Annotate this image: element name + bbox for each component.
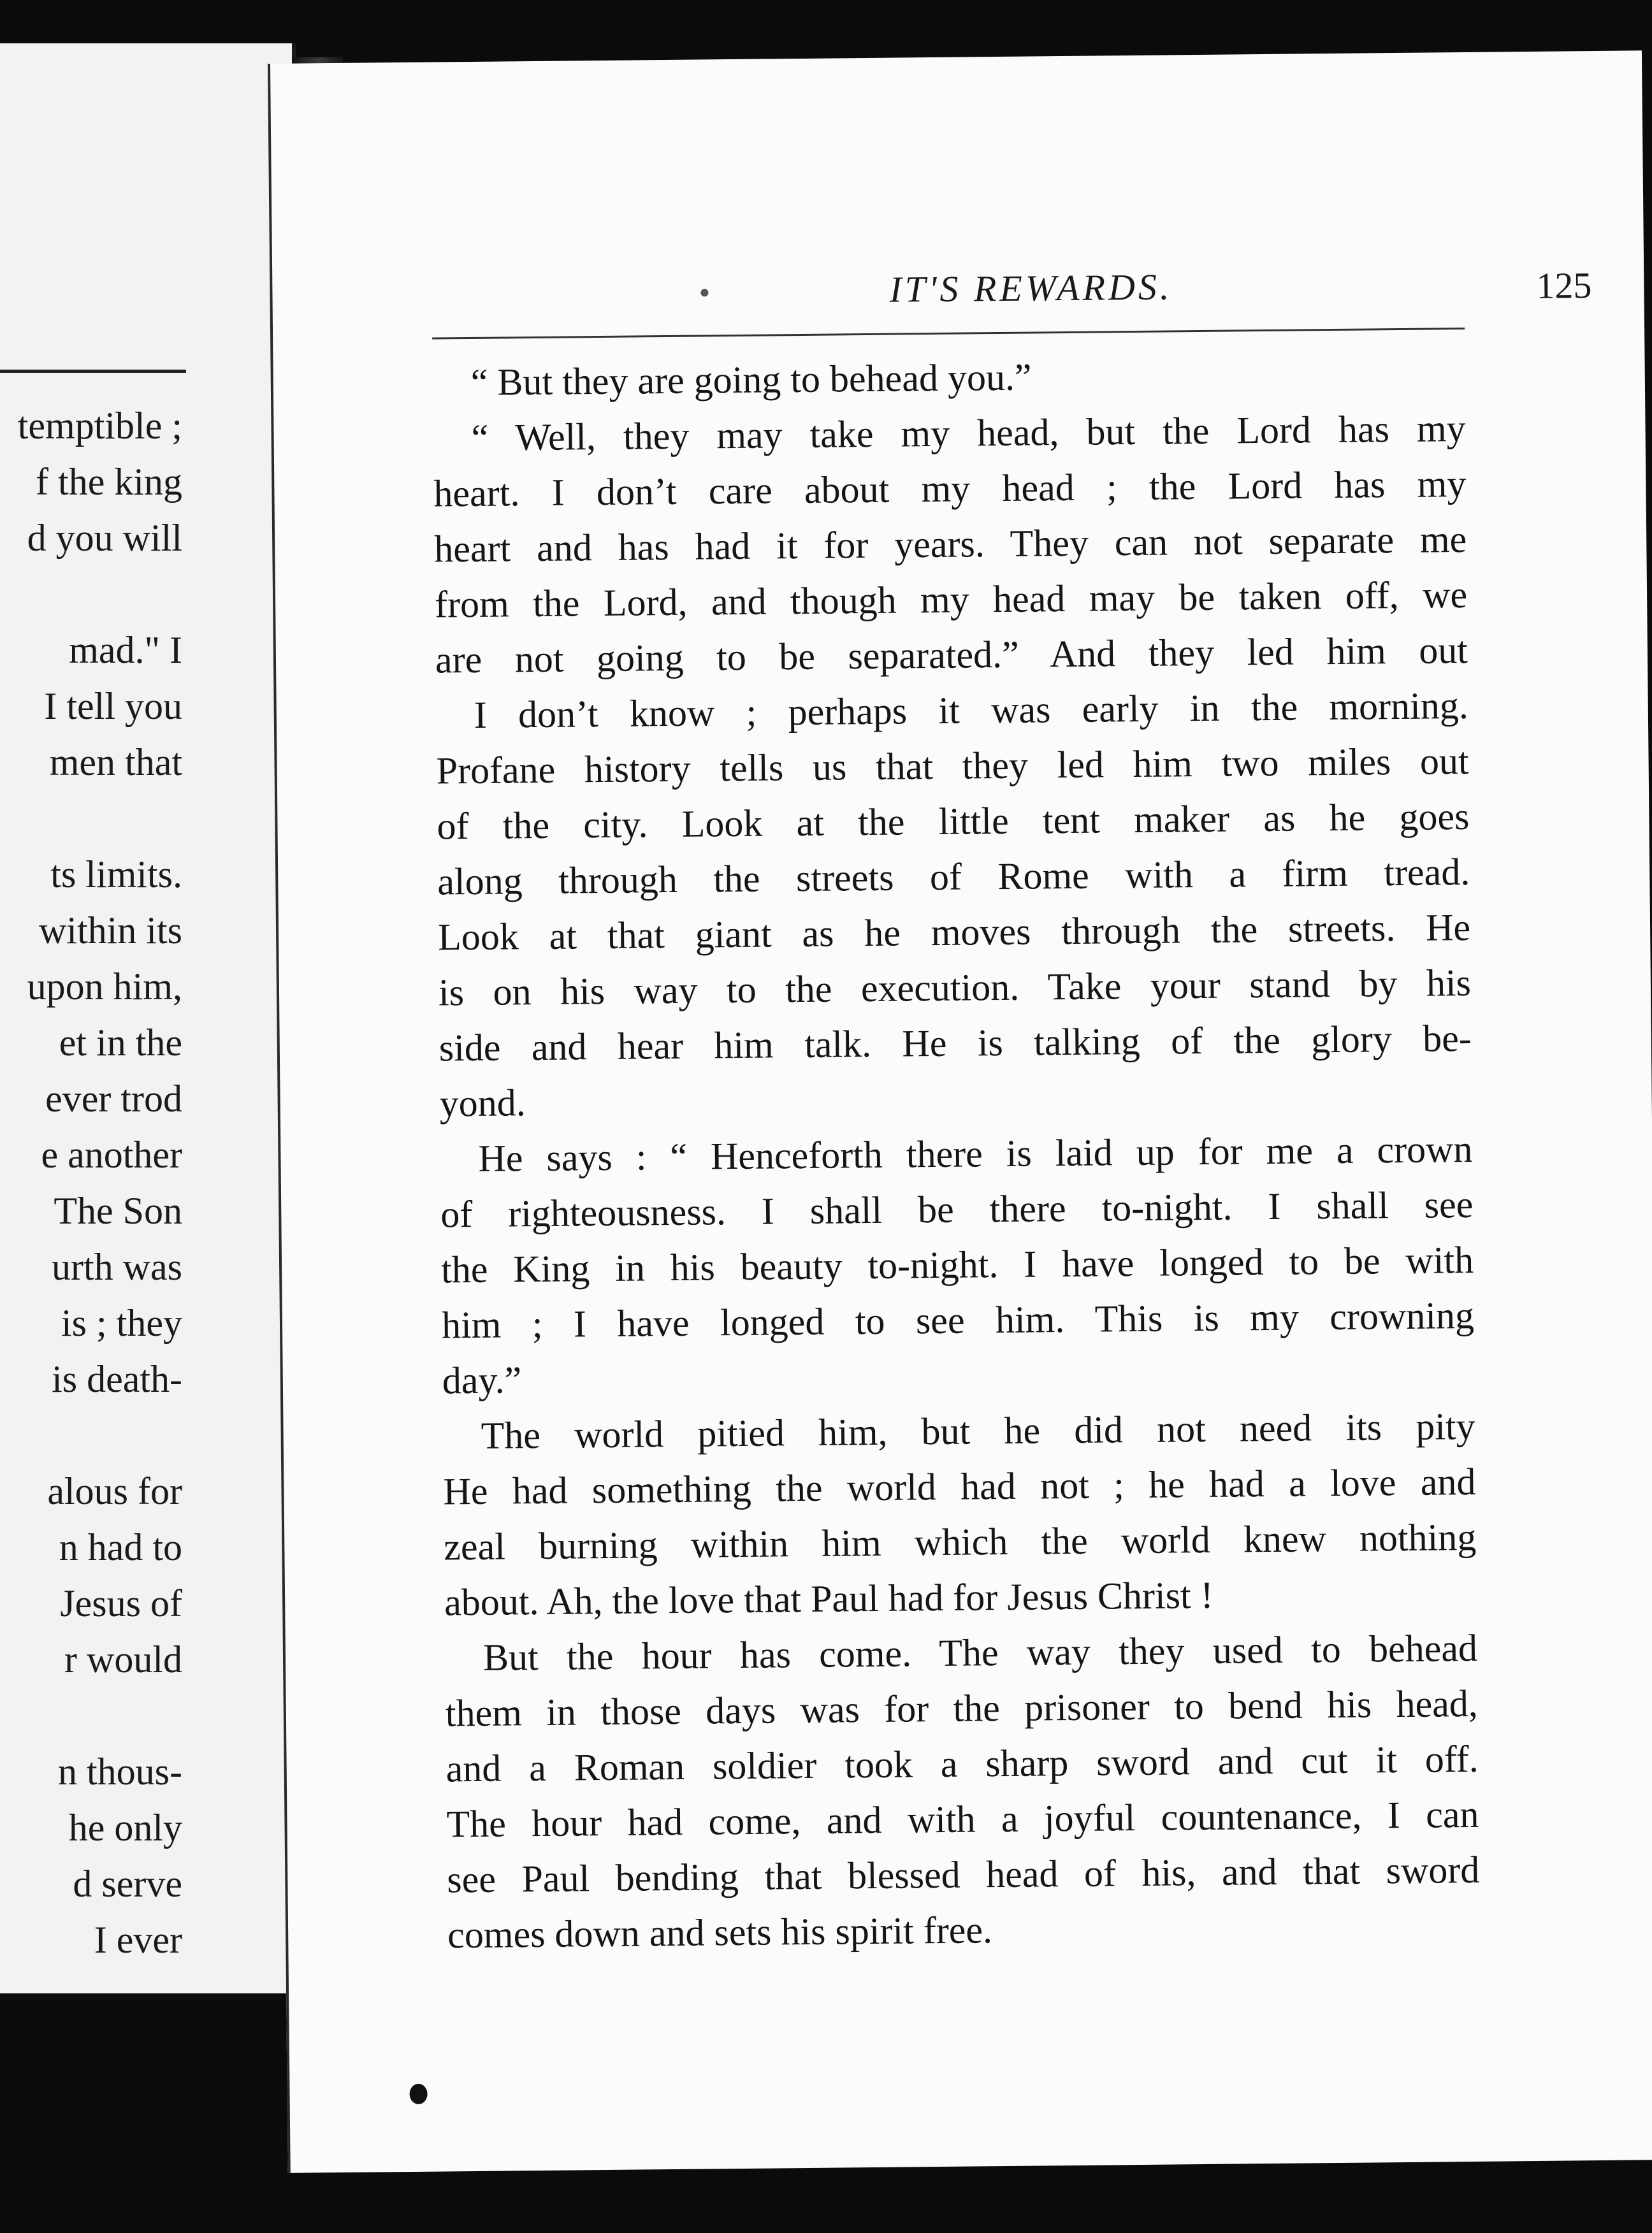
left-page-line <box>0 566 182 622</box>
right-page <box>268 50 1652 2173</box>
left-page-line: The Son <box>54 1190 182 1232</box>
left-page-text <box>0 398 182 1968</box>
text-line: The world pitied him, but he did not need its pity <box>481 1405 1475 1457</box>
text-line: along through the streets of Rome with a firm tread. <box>437 850 1470 903</box>
running-head: IT'S REWARDS. <box>889 266 1173 310</box>
text-line: I don’t know ; perhaps it was early in the morning. <box>474 684 1469 736</box>
text-line: day.” <box>442 1359 522 1402</box>
left-page-rule <box>0 370 186 373</box>
left-page-line: alous for <box>47 1470 182 1512</box>
text-line: are not going to be separated.” And they led him out <box>435 628 1468 681</box>
text-line: side and hear him talk. He is talking of the glory be- <box>438 1016 1472 1069</box>
text-line: see Paul bending that blessed head of his, and that sword <box>447 1848 1480 1901</box>
left-page-line: f the king <box>36 461 182 503</box>
page-number: 125 <box>1536 264 1592 307</box>
left-page <box>0 43 296 1993</box>
text-line: from the Lord, and though my head may be taken off, we <box>434 573 1468 626</box>
left-page-line: et in the <box>59 1022 182 1064</box>
left-page-line: ts limits. <box>50 853 182 895</box>
text-line: “ Well, they may take my head, but the Lord has my <box>471 407 1466 459</box>
text-line: and a Roman soldier took a sharp sword and cut it off. <box>446 1737 1479 1790</box>
left-page-line: d you will <box>27 517 182 559</box>
text-line: “ But they are going to behead you.” <box>470 356 1032 403</box>
text-line: He says : “ Henceforth there is laid up for me a crown <box>478 1127 1473 1180</box>
text-line: The hour had come, and with a joyful countenance, I can <box>446 1793 1479 1846</box>
text-line: the King in his beauty to-night. I have longed to be with <box>440 1238 1474 1291</box>
left-page-line: I ever <box>94 1919 182 1961</box>
text-line: of righteousness. I shall be there to-night. I shall see <box>440 1183 1474 1236</box>
body-text <box>432 345 1480 1963</box>
text-line: of the city. Look at the little tent maker as he goes <box>437 795 1470 848</box>
left-page-line: he only <box>68 1807 182 1849</box>
left-page-line: temptible ; <box>17 405 182 447</box>
bullet-mark <box>409 2084 427 2104</box>
left-page-line: n thous- <box>58 1751 182 1793</box>
text-line: zeal burning within him which the world knew nothing <box>444 1515 1477 1568</box>
left-page-line: mad." I <box>69 629 182 671</box>
left-page-line: is death- <box>52 1358 182 1400</box>
text-line: Profane history tells us that they led him two miles out <box>436 739 1469 792</box>
text-line: them in those days was for the prisoner to bend his head, <box>445 1682 1479 1735</box>
left-page-line: n had to <box>59 1526 182 1568</box>
left-page-line: d serve <box>73 1863 182 1905</box>
text-line: heart and has had it for years. They can not separate me <box>434 517 1467 570</box>
left-page-line: urth was <box>52 1246 182 1288</box>
text-line: Look at that giant as he moves through the streets. He <box>437 906 1471 958</box>
left-page-line: I tell you <box>44 685 182 727</box>
text-line: He had something the world had not ; he had a love and <box>443 1460 1476 1513</box>
text-line: is on his way to the execution. Take your stand by his <box>438 961 1472 1014</box>
left-page-line: Jesus of <box>60 1582 182 1624</box>
left-page-line: r would <box>64 1638 182 1680</box>
left-page-line: upon him, <box>27 965 182 1008</box>
left-page-line: men that <box>49 741 182 783</box>
header-rule <box>432 328 1465 340</box>
text-line: But the hour has come. The way they used to behead <box>482 1626 1478 1679</box>
page-header <box>431 261 1630 330</box>
left-page-line: e another <box>41 1134 182 1176</box>
text-line: heart. I don’t care about my head ; the Lord has my <box>433 462 1467 515</box>
text-line: comes down and sets his spirit free. <box>447 1909 993 1956</box>
text-line: about. Ah, the love that Paul had for Jesus Christ ! <box>444 1573 1214 1624</box>
left-page-line: is ; they <box>61 1302 182 1344</box>
left-page-line <box>0 790 182 846</box>
text-line: yond. <box>439 1081 526 1125</box>
text-line: him ; I have longed to see him. This is my crowning <box>441 1294 1475 1347</box>
left-page-line: within its <box>38 909 182 951</box>
left-page-line <box>0 1407 182 1463</box>
left-page-line <box>0 1687 182 1744</box>
left-page-line: ever trod <box>45 1078 182 1120</box>
